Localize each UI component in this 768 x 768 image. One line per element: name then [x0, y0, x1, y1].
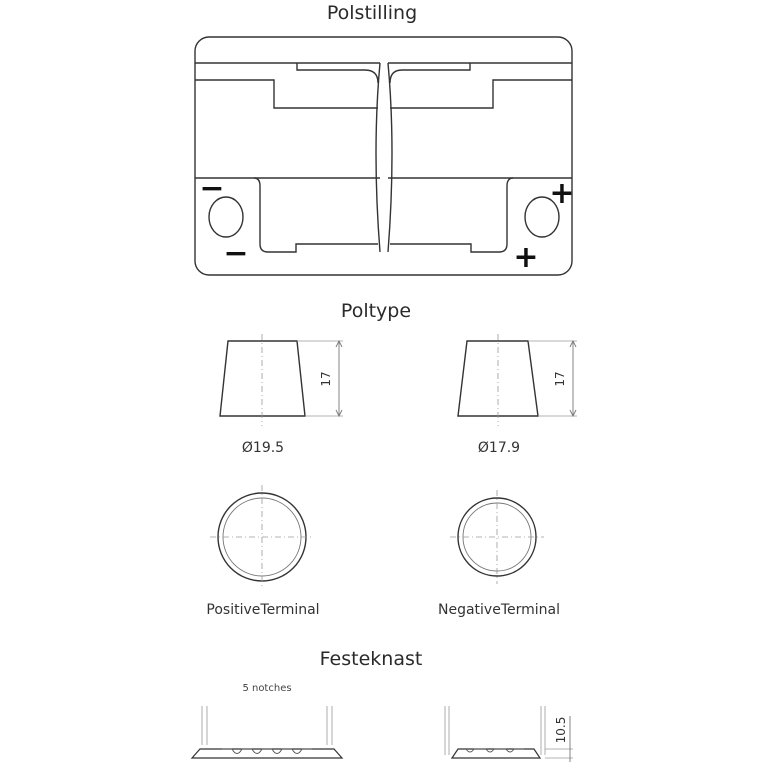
battery-right-step — [390, 80, 572, 108]
positive-terminal-top-view — [210, 485, 314, 589]
polstilling-title: Polstilling — [326, 2, 418, 24]
festeknast-title: Festeknast — [319, 648, 423, 670]
front-notches — [222, 749, 312, 754]
side-ledge — [452, 749, 540, 758]
battery-left-cap — [297, 63, 378, 83]
minus-symbol-bottom: − — [223, 236, 249, 271]
poltype-title: Poltype — [340, 300, 412, 322]
negative-diameter-label: Ø17.9 — [477, 440, 521, 456]
plus-symbol-top: + — [549, 176, 575, 211]
hold-down-front-view — [192, 706, 342, 758]
side-notches — [466, 749, 524, 752]
minus-symbol-top: − — [199, 171, 225, 206]
positive-height-label: 17 — [319, 371, 333, 387]
hold-down-height-label: 10.5 — [554, 716, 568, 744]
negative-terminal-top-view — [450, 490, 544, 584]
battery-right-pocket — [390, 178, 513, 252]
negative-height-label: 17 — [553, 371, 567, 387]
notches-label: 5 notches — [242, 683, 292, 694]
battery-left-pocket — [254, 178, 378, 252]
negative-terminal-name: NegativeTerminal — [438, 602, 560, 618]
front-ledge — [192, 749, 342, 758]
battery-center-divider-right — [388, 63, 392, 252]
battery-right-cap — [390, 63, 470, 83]
positive-terminal-profile — [220, 341, 305, 416]
plus-symbol-bottom: + — [513, 240, 539, 275]
positive-terminal-name: PositiveTerminal — [206, 602, 320, 618]
battery-center-divider-left — [376, 63, 380, 252]
battery-left-step — [195, 80, 378, 108]
positive-diameter-label: Ø19.5 — [241, 440, 285, 456]
